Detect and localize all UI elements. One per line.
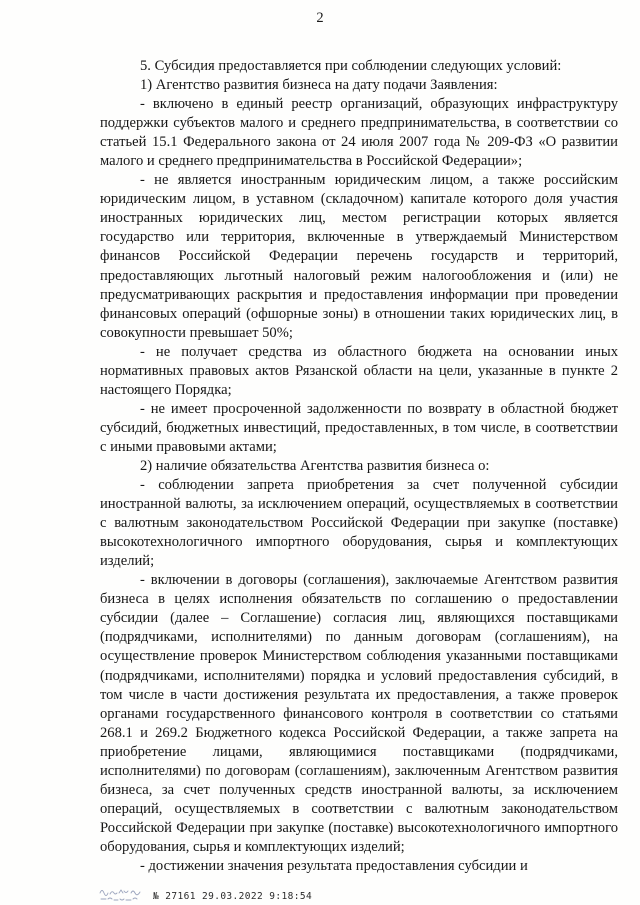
paragraph-item-2: 2) наличие обязательства Агентства развития бизнеса о: bbox=[140, 457, 490, 474]
paragraph-debt-clause: - не имеет просроченной задолженности по возврату в областной бюджет субсидий, бюджетных инвестиций, предоставленных, в том числе, в соответствии с иными правовыми актами; bbox=[100, 400, 618, 455]
document-body bbox=[100, 57, 618, 876]
ink-stamp-icon bbox=[98, 887, 146, 903]
paragraph-result-clause: - достижении значения результата предоставления субсидии и bbox=[140, 857, 528, 874]
page-number: 2 bbox=[316, 10, 324, 26]
paragraph-currency-clause: - соблюдении запрета приобретения за счет полученной субсидии иностранной валюты, за исключением операций, осуществляемых в соответствии с валютным законодательством Российской Федерации при закупке (поставке) высокотехнологичного импортного оборудования, сырья и комплектующих изделий; bbox=[100, 477, 618, 570]
registration-number: № 27161 29.03.2022 9:18:54 bbox=[153, 891, 313, 902]
paragraph-item-1: 1) Агентство развития бизнеса на дату подачи Заявления: bbox=[140, 77, 498, 94]
paragraph-condition-intro: 5. Субсидия предоставляется при соблюдении следующих условий: bbox=[140, 58, 562, 74]
paragraph-foreign-entity-clause: - не является иностранным юридическим лицом, а также российским юридическим лицом, в уставном (складочном) капитале которого доля участия иностранных юридических лиц, местом регистрации которых является государство или территория, включенные в утверждаемый Министерством финансов Российской Федерации перечень государств и территорий, предоставляющих льготный налоговый режим налогообложения и (или) не предусматривающих раскрытия и предоставления информации при проведении финансовых операций (офшорные зоны) в отношении таких юридических лиц, в совокупности превышает 50%; bbox=[100, 172, 618, 341]
paragraph-contracts-clause: - включении в договоры (соглашения), заключаемые Агентством развития бизнеса в целях исполнения обязательств по соглашению о предоставлении субсидии (далее – Соглашение) согласия лиц, являющихся поставщиками (подрядчиками, исполнителями) по данным договорам (соглашениям), на осуществление проверок Министерством соблюдения указанными поставщиками (подрядчиками, исполнителями) порядка и условий предоставления субсидий, в том числе в части достижения результата их предоставления, а также проверок органами государственного финансового контроля в соответствии со статьями 268.1 и 269.2 Бюджетного кодекса Российской Федерации, а также запрета на приобретение лицами, являющимися поставщиками (подрядчиками, исполнителями) по договорам (соглашениям), заключенным Агентством развития бизнеса, за счет полученных средств иностранной валюты, за исключением операций, осуществляемых в соответствии с валютным законодательством Российской Федерации при закупке (поставке) высокотехнологичного импортного оборудования, сырья и комплектующих изделий; bbox=[100, 572, 618, 855]
paragraph-registry-clause: - включено в единый реестр организаций, образующих инфраструктуру поддержки субъектов малого и среднего предпринимательства, в соответствии со статьей 15.1 Федерального закона от 24 июля 2007 года № 209-ФЗ «О развитии малого и среднего предпринимательства в Российской Федерации»; bbox=[100, 96, 618, 170]
paragraph-budget-funds-clause: - не получает средства из областного бюджета на основании иных нормативных правовых актов Рязанской области на цели, указанные в пункте 2 настоящего Порядка; bbox=[100, 343, 618, 398]
registration-footer bbox=[98, 887, 312, 903]
